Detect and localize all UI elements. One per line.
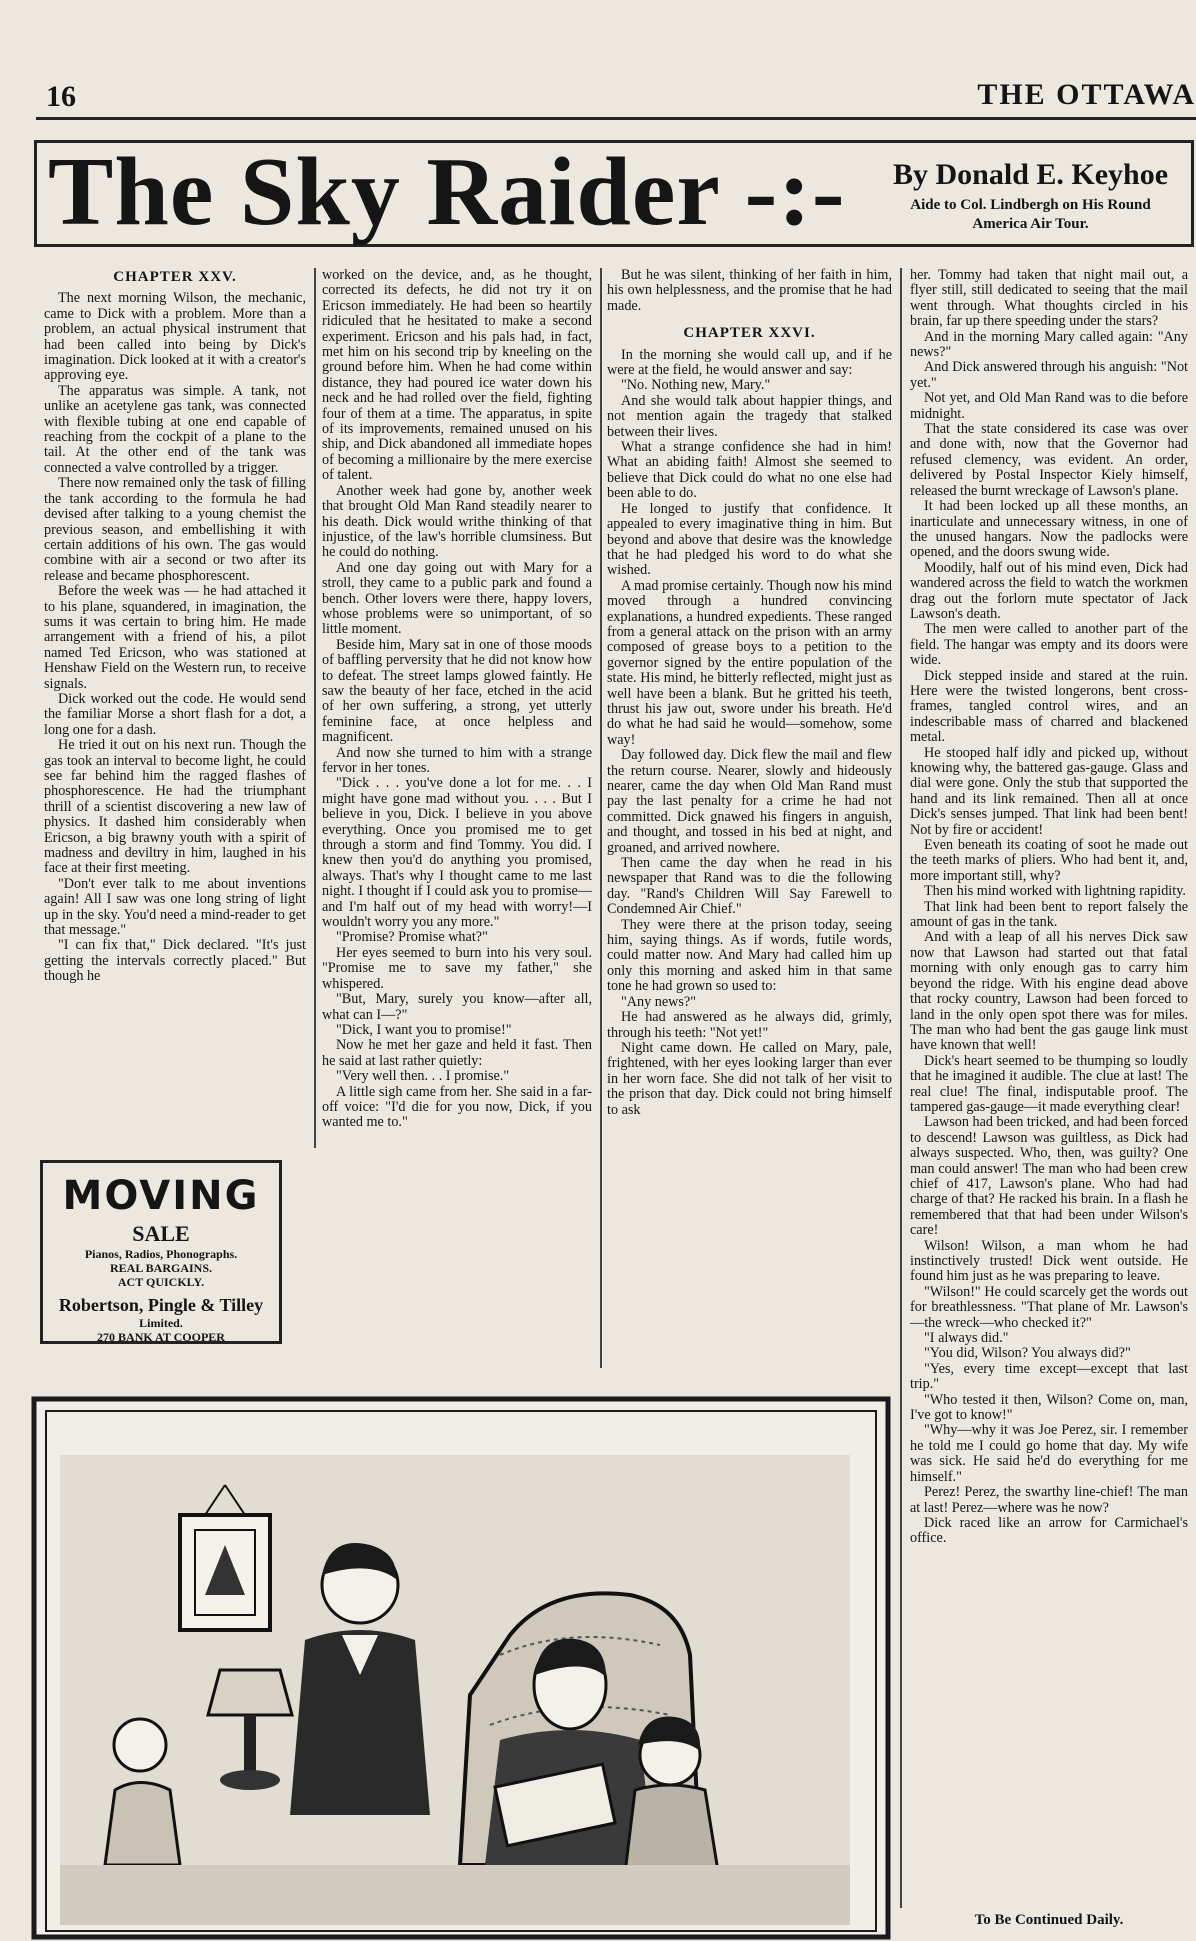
paragraph: "Very well then. . . I promise." [336,1068,510,1085]
paragraph: "No. Nothing new, Mary." [621,377,771,394]
paragraph: "Don't ever talk to me about inventions again! All I saw was one long string of light up in the sky. You'd need a mind-reader to get that message." [44,875,306,939]
paragraph: The men were called to another part of the field. The hangar was empty and its doors were wide. [910,621,1188,669]
paragraph: And in the morning Mary called again: "Any news?" [910,328,1188,361]
ad-sale: SALE [132,1221,190,1246]
paragraph: What a strange confidence she had in him! What an abiding faith! Almost she seemed to believe that Dick could do what no one else had been able to do. [607,439,892,502]
chapter-heading: CHAPTER XXVI. [683,325,816,342]
paragraph: Perez! Perez, the swarthy line-chief! The man at last! Perez—where was he now? [910,1484,1188,1516]
paragraph: "Promise? Promise what?" [336,929,488,946]
newspaper-name: THE OTTAWA [977,78,1196,111]
moving-sale-ad [40,1160,282,1344]
paragraph: They were there at the prison today, seeing him, saying things. As if words, futile words, could matter now. And Mary had called him up only this morning and asked him in that same tone he had grown so used to: [607,916,892,995]
paragraph: "Dick, I want you to promise!" [336,1021,512,1038]
paragraph: "You did, Wilson? You always did?" [924,1345,1131,1362]
paragraph: Moodily, half out of his mind even, Dick had wandered across the field to watch the workmen drag out the forlorn mute spectator of Jack Lawson's death. [910,559,1188,622]
paragraph: Even beneath its coating of soot he made out the teeth marks of pliers. Who had bent it, and, more important still, why? [910,837,1188,884]
paragraph: "Wilson!" He could scarcely get the words out for breathlessness. "That plane of Mr. Lawson's—the wreck—who checked it?" [910,1283,1188,1331]
paragraph: Dick's heart seemed to be thumping so loudly that he imagined it audible. The clue at last! The real clue! The final, indisputable proof. The tampered gas-gauge—it made everything clear! [910,1052,1188,1115]
column-rule [314,268,316,1148]
paragraph: Her eyes seemed to burn into his very soul. "Promise me to save my father," she whispered. [322,944,592,992]
author-credit: Aide to Col. Lindbergh on His Round America Air Tour. [910,197,1151,232]
paragraph: Not yet, and Old Man Rand was to die before midnight. [910,390,1188,422]
column-rule [900,268,902,1908]
paragraph: Night came down. He called on Mary, pale, frightened, with her eyes looking larger than ever in her worn face. She did not talk of her visit to the prison that day. Dick could not bring himself to ask [607,1039,892,1118]
ad-headline: MOVING [62,1173,260,1219]
paragraph: A little sigh came from her. She said in a far-off voice: "I'd die for you now, Dick, if you wanted me to." [322,1083,592,1131]
paragraph: Now he met her gaze and held it fast. Then he said at last rather quietly: [322,1037,592,1069]
paragraph: "Dick . . . you've done a lot for me. . . I might have gone mad without you. . . . But I believe in you, Dick. I believe in you above everything. Once you promised me to get through a storm and find Tommy. You did. I knew then you'd do anything you promised, always. That's why I thought came to me last night. I thought if I could ask you to promise—and I'm half out of my head with worry!—I wouldn't worry you any more." [322,775,592,931]
paragraph: There now remained only the task of filling the tank according to the formula he had devised after talking to a young chemist the previous season, and embellishing it with certain additions of his own. The gas would combine with air a second or two after its release and became phosphorescent. [44,475,306,584]
paragraph: The next morning Wilson, the mechanic, came to Dick with a problem. More than a problem, an actual physical instrument that had been called into being by Dick's imagination. Dick looked at it with a creator's approving eye. [44,290,306,384]
paragraph: "I always did." [924,1330,1009,1347]
ad-line: Pianos, Radios, Phonographs. [84,1247,238,1261]
article-column-4 [910,268,1188,1908]
paragraph: Lawson had been tricked, and had been forced to descend! Lawson was guiltless, as Dick had always suspected. Who, then, was guilty? One man could answer! The man who had been crew chief of 417, Lawson's plane. Who had had charge of that? He racked his brain. In a flash he remembered that that had been under Wilson's care! [910,1114,1188,1239]
chapter-heading: CHAPTER XXV. [113,269,237,285]
paragraph: A mad promise certainly. Though now his mind moved through a hundred convincing explanations, a hundred expedients. These ranged from a general attack on the prison with an army composed of grease boys to a petition to the governor signed by the entire population of the state. His mind, he bitterly reflected, might just as well have been a blank. But he gritted his teeth, thrust his jaw out, swore under his breath. He'd do what he had said he would—somehow, some way! [607,577,892,748]
page-number: 16 [46,80,76,113]
paragraph: "But, Mary, surely you know—after all, what can I—?" [322,991,592,1023]
paragraph: And she would talk about happier things, and not mention again the tragedy that stalked between their lives. [607,392,892,440]
ad-line: REAL BARGAINS. [109,1261,213,1275]
paragraph: The apparatus was simple. A tank, not unlike an acetylene gas tank, was connected with flexible tubing at one end capable of reaching from the cockpit of a plane to the tail. At the other end of the tank was connected a valve controlled by a trigger. [44,382,306,476]
byline: By Donald E. Keyhoe [893,158,1169,191]
paragraph: And with a leap of all his nerves Dick saw now that Lawson had started out that fatal morning with only enough gas to carry him beyond the ridge. With his engine dead above that rocky country, Lawson had been forced to land in the only open spot there was for miles. The man who had bent the gas gauge link must have known that well! [910,929,1188,1054]
paragraph: Dick raced like an arrow for Carmichael's office. [910,1514,1188,1547]
paragraph: "Any news?" [621,993,697,1010]
continued-notice: To Be Continued Daily. [974,1912,1124,1928]
paragraph: In the morning she would call up, and if he were at the field, he would answer and say: [607,346,892,379]
paragraph: worked on the device, and, as he thought, corrected its defects, he did not try it on Ericson immediately. He had been so heartily ridiculed that he hesitated to make a second experiment. Ericson and his pals had, in fact, met him on his second trip by kneeling on the ground before him. When he had come within distance, they had poured ice water down his neck and he had rolled over the field, fighting four of them at a time. The apparatus, in spite of its improvements, remained unused on his ship, and Dick abandoned all immediate hopes of becoming a millionaire by the mere exercise of talent. [322,268,592,484]
paragraph: He tried it out on his next run. Though the gas took an interval to become light, he could see far behind him the ragged flashes of phosphorescence. He had the triumphant thrill of a scientist discovering a new law of physics. It dashed him considerably when Ericson, a big brawny youth with a spirit of madness and deviltry in him, laughed in his face at their first meeting. [44,737,306,877]
paragraph: He stooped half idly and picked up, without knowing why, the battered gas-gauge. Glass and dial were gone. Only the stub that supported the hand and its link remained. Then all at once Dick's senses jumped. That link had been bent! Not by fire or accident! [910,744,1188,838]
paragraph: her. Tommy had taken that night mail out, a flyer still, still dedicated to seeing that the mail went through. What thoughts circled in his brain, far up there speeding under the stars? [910,268,1188,330]
paragraph: "I can fix that," Dick declared. "It's just getting the intervals correctly placed." But though he [44,937,306,985]
paragraph: Then came the day when he read in his newspaper that Rand was to die the following day. "Rand's Children Will Say Farewell to Condemned Air Chief." [607,855,892,918]
paragraph: That the state considered its case was over and done with, now that the Governor had refused clemency, was evident. An order, delivered by Postal Inspector Kiely himself, released the burnt wreckage of Lawson's plane. [910,421,1188,499]
paragraph: It had been locked up all these months, an inarticulate and unnecessary witness, in one of the unused hangars. Now the padlocks were opened, and the doors swung wide. [910,498,1188,561]
paragraph: Dick stepped inside and stared at the ruin. Here were the twisted longerons, bent cross-frames, tangled control wires, and an indescribable mass of charred and blackened metal. [910,667,1188,746]
paragraph: Beside him, Mary sat in one of those moods of baffling perversity that he did not know how to defeat. The street lamps glowed faintly. He saw the beauty of her face, etched in the acid of her own suffering, a strong, yet utterly feminine face, at once helpless and magnificent. [322,636,592,746]
paragraph: Another week had gone by, another week that brought Old Man Rand steadily nearer to his death. Dick would writhe thinking of that injustice, of the law's horrible clumsiness. But he could do nothing. [322,482,592,561]
paragraph: Then his mind worked with lightning rapidity. [924,883,1186,900]
article-column-1 [44,268,306,1148]
ad-firm: Robertson, Pingle & Tilley [58,1295,264,1315]
paragraph: Wilson! Wilson, a man whom he had instinctively trusted! Dick went outside. He found him just as he was preparing to leave. [910,1237,1188,1285]
paragraph: Dick worked out the code. He would send the familiar Morse a short flash for a dot, a long one for a dash. [44,690,306,738]
paragraph: Before the week was — he had attached it to his plane, squandered, in imagination, the sums it was certain to bring him. He made arrangement with a friend of his, a pilot named Ted Ericson, who was stationed at Henshaw Field on the Western run, to receive signals. [44,583,306,692]
floor [60,1865,850,1925]
paragraph: "Yes, every time except—except that last trip." [910,1360,1188,1393]
paragraph: "Who tested it then, Wilson? Come on, man, I've got to know!" [910,1391,1188,1424]
article-column-3 [607,268,892,1368]
paragraph: But he was silent, thinking of her faith in him, his own helplessness, and the promise that he had made. [607,268,892,314]
article-column-2 [322,268,592,1368]
ad-line: ACT QUICKLY. [117,1275,205,1289]
paragraph: And now she turned to him with a strange fervor in her tones. [322,744,592,776]
header-rule [36,117,1196,120]
paragraph: And Dick answered through his anguish: "Not yet." [910,359,1188,391]
paragraph: Day followed day. Dick flew the mail and flew the return course. Nearer, slowly and hideously nearer, came the day when Old Man Rand must pay the last penalty for a crime he had not committed. Dick gnawed his fingers in anguish, and thought, and tossed in his bed at night, and groaned, and arrived nowhere. [607,747,892,856]
paragraph: "Why—why it was Joe Perez, sir. I remember he told me I could go home that day. My wife was sick. He said he'd do everything for me himself." [910,1422,1188,1485]
paragraph: He longed to justify that confidence. It appealed to every imaginative thing in him. But beyond and above that desire was the knowledge that he had pledged his word to do what she wished. [607,500,892,579]
column-rule [600,268,602,1368]
paragraph: And one day going out with Mary for a stroll, they came to a public park and found a bench. Other lovers were there, happy lovers, whose problems were so unimportant, of so little moment. [322,559,592,638]
story-title: The Sky Raider -:- [48,138,846,246]
ad-limited: Limited. [139,1316,183,1330]
family-illustration [30,1395,892,1941]
ad-address: 270 BANK AT COOPER [97,1330,225,1344]
paragraph: That link had been bent to report falsely the amount of gas in the tank. [910,898,1188,931]
paragraph: He had answered as he always did, grimly, through his teeth: "Not yet!" [607,1009,892,1041]
